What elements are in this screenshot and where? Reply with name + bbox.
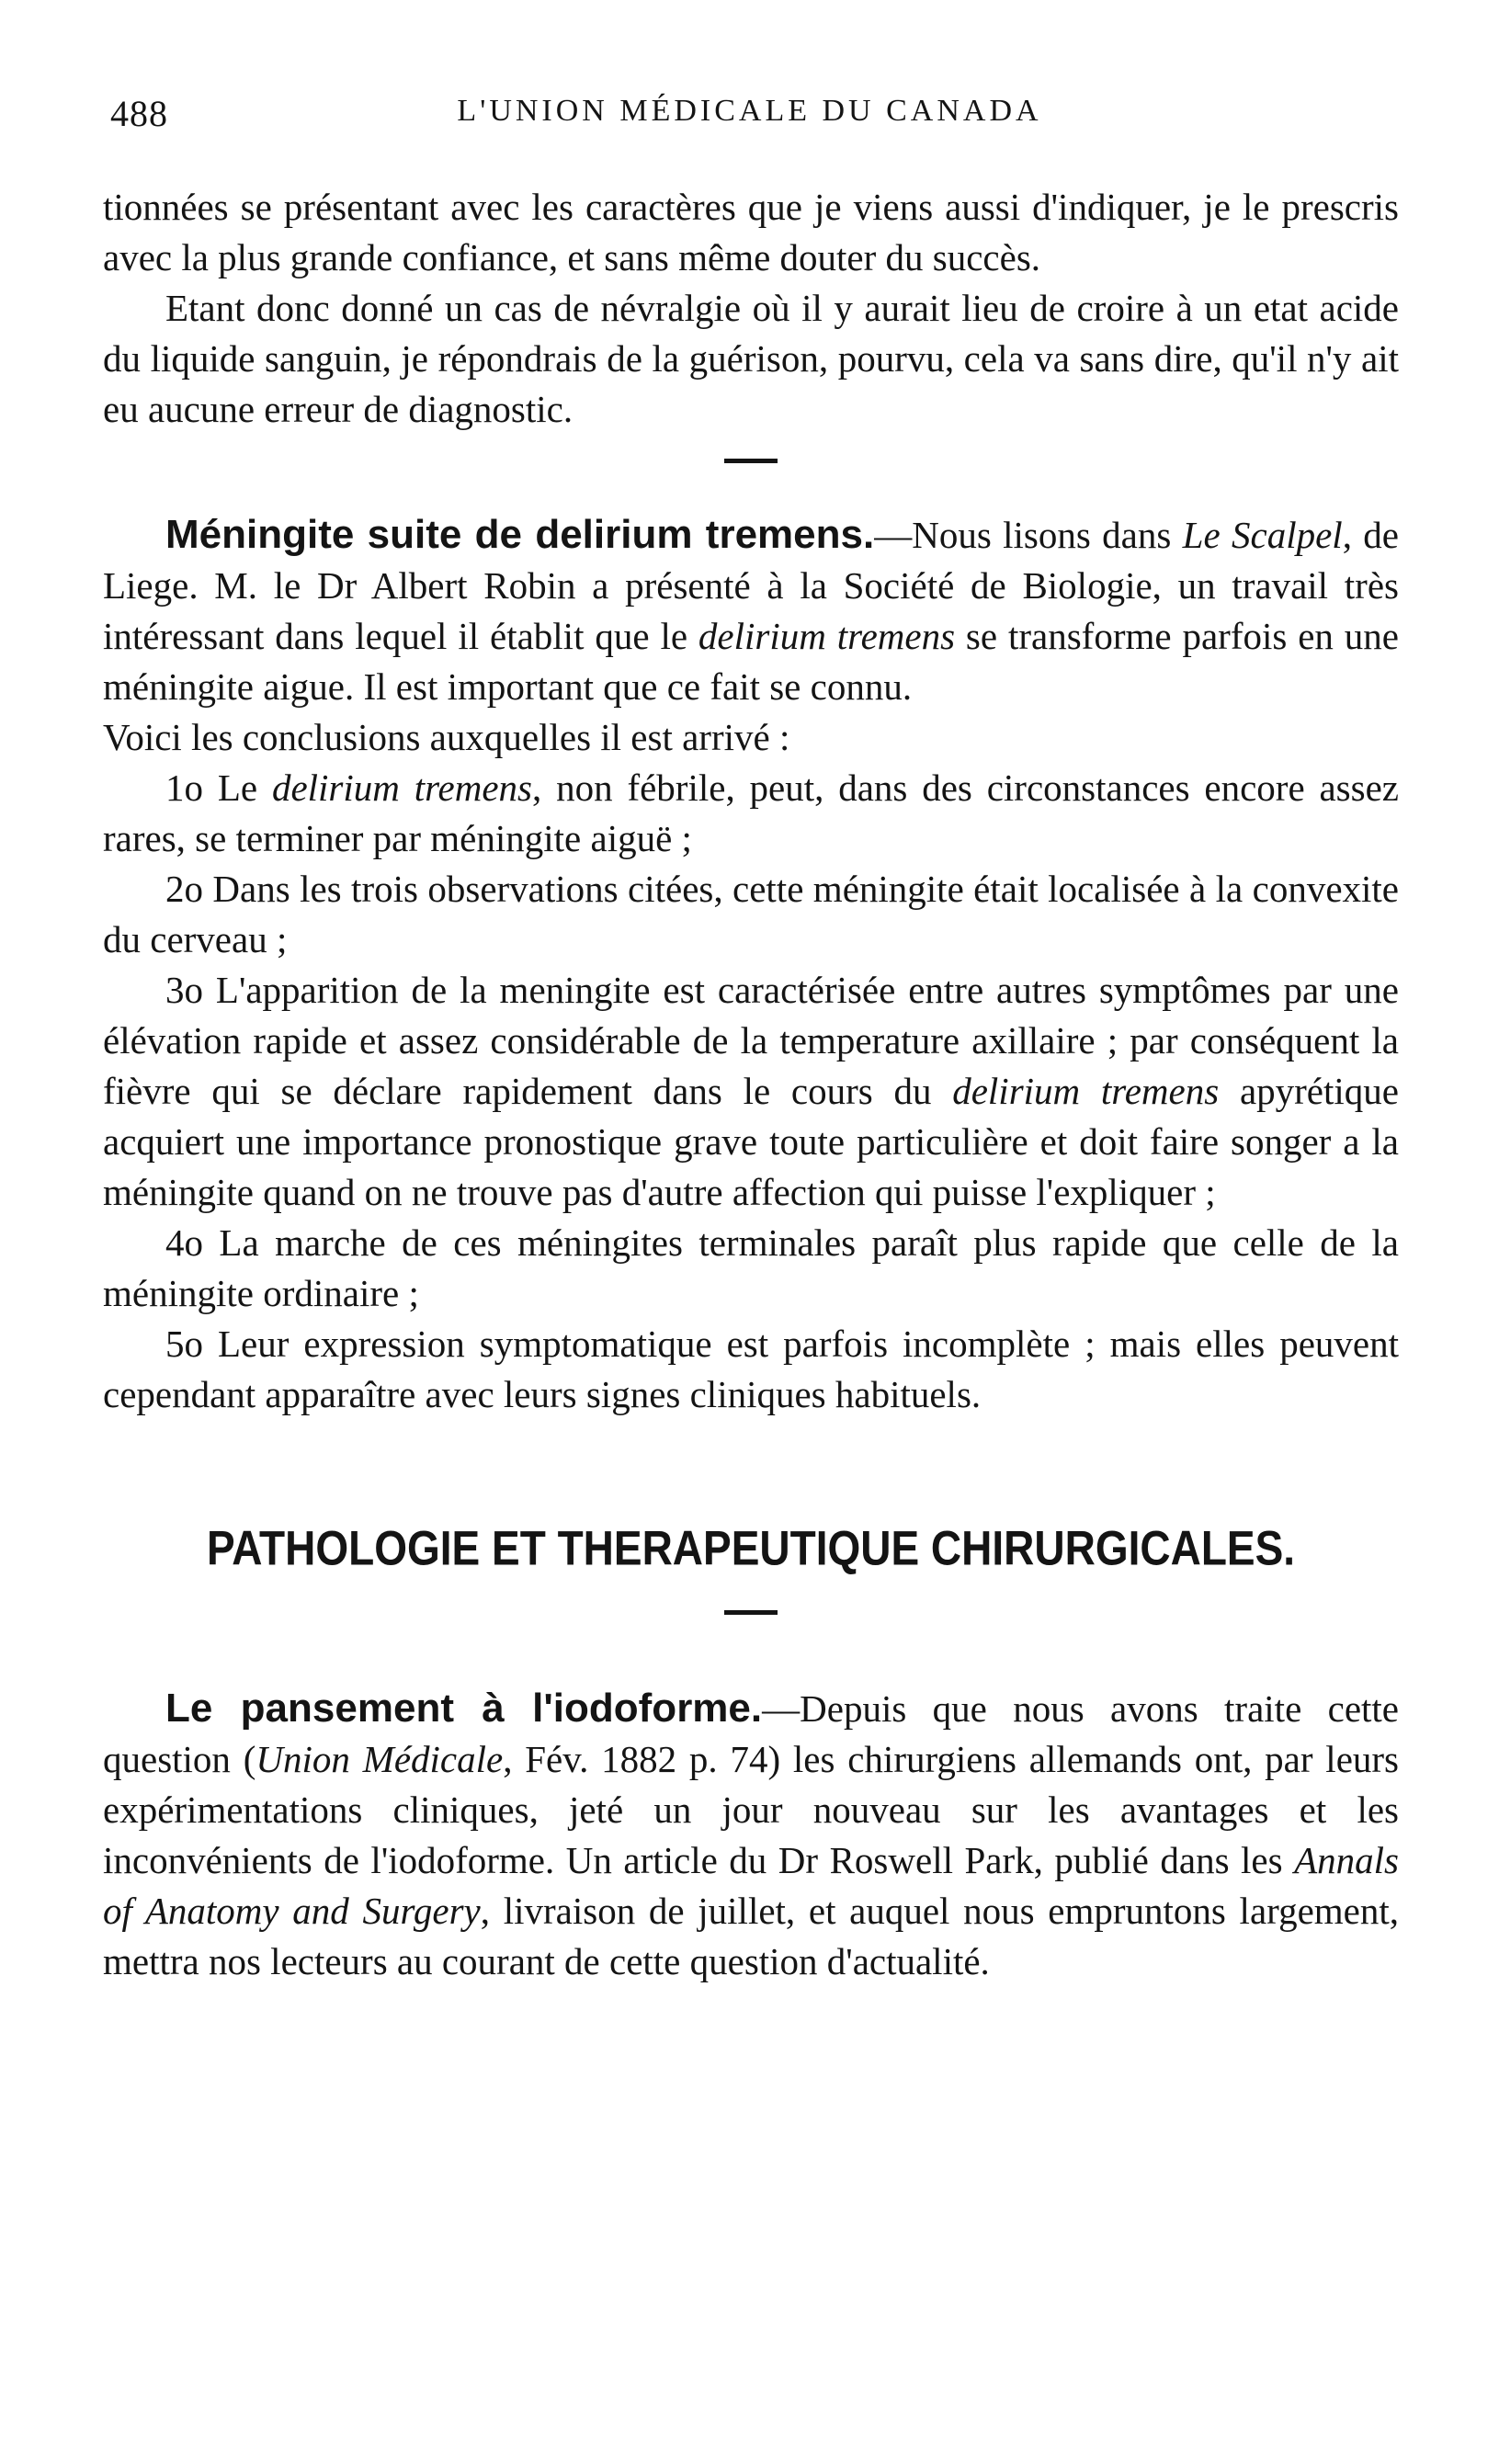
article-intro-paragraph [103, 509, 1399, 712]
article-text: , de Liege. M. le Dr Albert Robin a présenté à la Société de Biologie, un travail très intéressant dans lequel il établit que le [103, 514, 1399, 657]
conclusion-text: 1o Le [165, 766, 272, 809]
continuation-paragraph: tionnées se présentant avec les caractères que je viens aussi d'indiquer, je le prescris avec la plus grande confiance, et sans même douter du succès. [103, 186, 1399, 278]
article-text: se transforme parfois en une méningite aigue. Il est important que ce fait se connu. [103, 615, 1399, 708]
conclusion-item-1 [103, 763, 1399, 864]
conclusion-text: apyrétique acquiert une importance pronostique grave toute particulière et doit faire songer a la méningite quand on ne trouve pas d'autre affection qui puisse l'expliquer ; [103, 1070, 1399, 1213]
article-paragraph [103, 1683, 1399, 1987]
conclusions-intro: Voici les conclusions auxquelles il est arrivé : [103, 716, 790, 758]
article-meningite [103, 509, 1399, 1420]
conclusion-item-5: 5o Leur expression symptomatique est parfois incomplète ; mais elles peuvent cependant apparaître avec leurs signes cliniques habituels. [103, 1323, 1399, 1415]
term-italic: delirium tremens [952, 1070, 1220, 1112]
section-heading: PATHOLOGIE ET THERAPEUTIQUE CHIRURGICALES. [206, 1520, 1296, 1575]
section-divider [724, 1610, 778, 1615]
page-body [103, 182, 1399, 1987]
conclusion-text: 3o L'apparition de la meningite est caractérisée entre autres symptômes par une élévation rapide et assez considérable de la temperature axillaire ; par conséquent la fièvre qui se déclare rapidement dans le cours du [103, 969, 1399, 1112]
source-title: Annals of Anatomy and Surgery [103, 1839, 1399, 1932]
running-head [103, 92, 1396, 147]
conclusion-item-3 [103, 965, 1399, 1218]
article-text: —Nous lisons dans [874, 514, 1183, 556]
article-title: Méningite suite de delirium tremens. [165, 512, 875, 557]
conclusion-item-2: 2o Dans les trois observations citées, cette méningite était localisée à la convexite du cerveau ; [103, 868, 1399, 960]
article-iodoforme [103, 1683, 1399, 1987]
page-number: 488 [110, 93, 168, 134]
conclusion-text: , non fébrile, peut, dans des circonstances encore assez rares, se terminer par méningite aiguë ; [103, 766, 1399, 859]
source-title: Le Scalpel [1182, 514, 1343, 556]
journal-title: L'UNION MÉDICALE DU CANADA [457, 94, 1042, 128]
source-title: Union Médicale [256, 1738, 504, 1780]
article-text: , Fév. 1882 p. 74) les chirurgiens allemands ont, par leurs expérimentations cliniques, jeté un jour nouveau sur les avantages et les inconvénients de l'iodoforme. Un article du Dr Roswell Park, publié dans les [103, 1738, 1400, 1881]
conclusion-item-4: 4o La marche de ces méningites terminales paraît plus rapide que celle de la méningite ordinaire ; [103, 1221, 1399, 1314]
article-divider [724, 459, 778, 463]
term-italic: delirium tremens [271, 766, 533, 809]
article-title: Le pansement à l'iodoforme. [165, 1686, 763, 1731]
article-text: , livraison de juillet, et auquel nous empruntons largement, mettra nos lecteurs au courant de cette question d'actualité. [103, 1890, 1399, 1982]
article-text: —Depuis que nous avons traite cette question ( [103, 1687, 1400, 1780]
term-italic: delirium tremens [698, 615, 956, 657]
continuation-paragraph: Etant donc donné un cas de névralgie où il y aurait lieu de croire à un etat acide du liquide sanguin, je répondrais de la guérison, pourvu, cela va sans dire, qu'il n'y ait eu aucune erreur de diagnostic. [103, 287, 1399, 430]
